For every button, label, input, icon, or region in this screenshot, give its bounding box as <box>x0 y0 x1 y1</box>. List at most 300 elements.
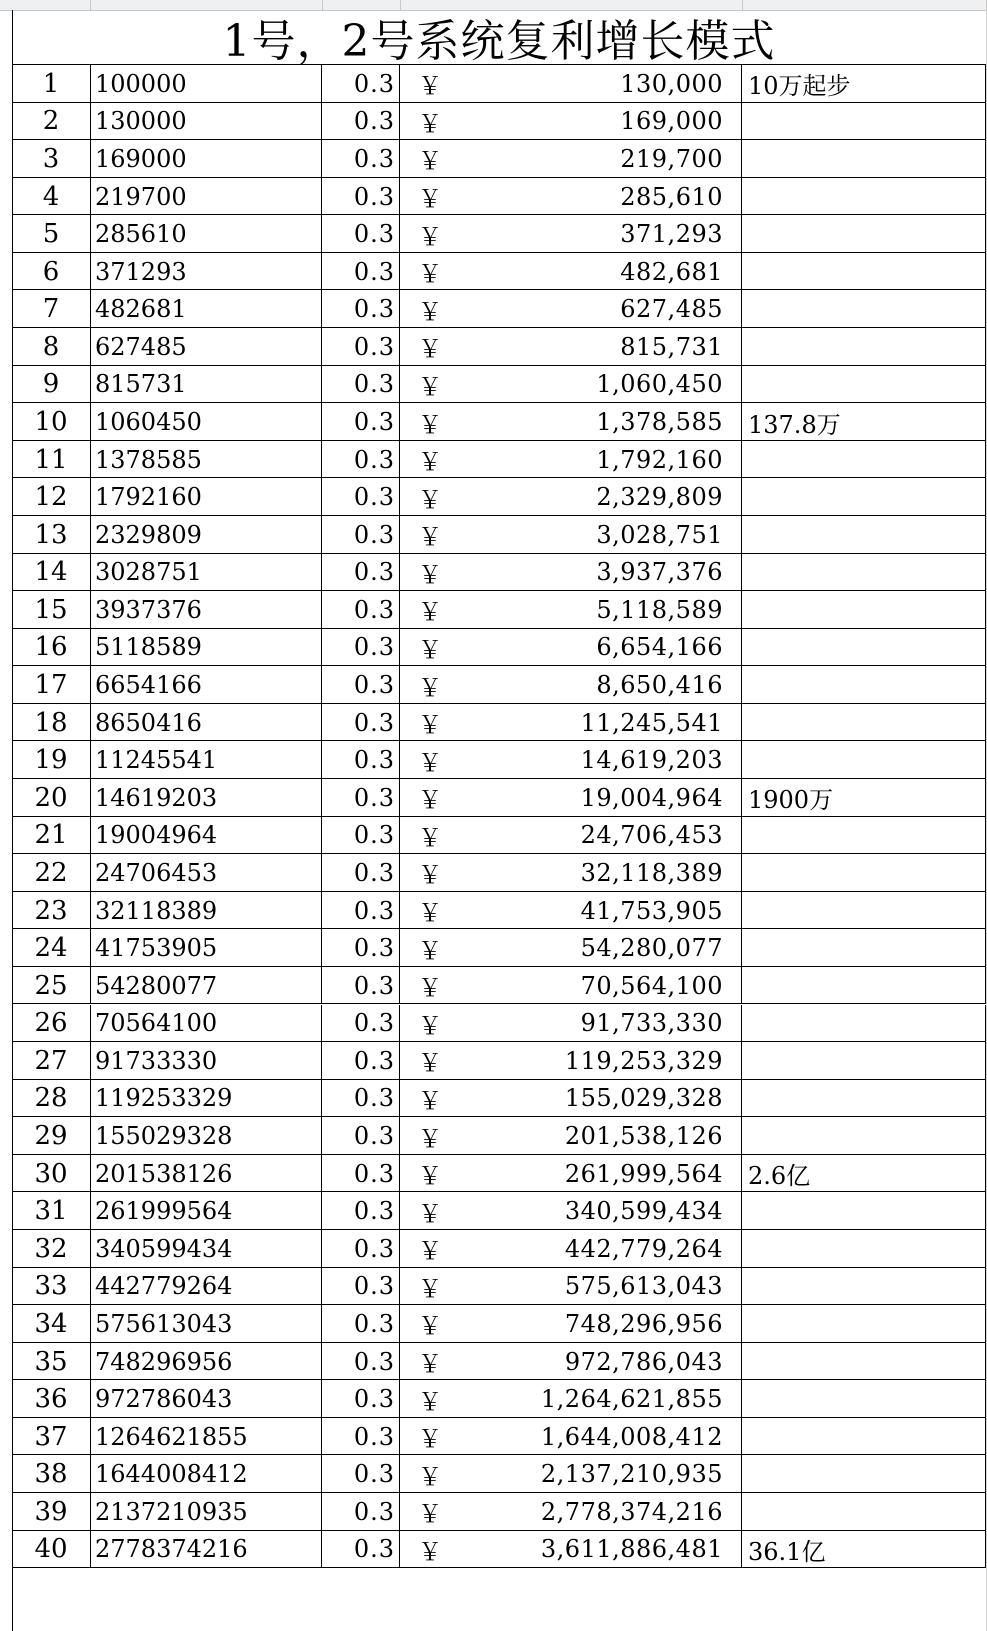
principal-cell[interactable] <box>91 854 322 892</box>
currency-symbol: ￥ <box>418 598 442 627</box>
rate-value: 0.3 <box>353 370 395 399</box>
row-number-cell[interactable] <box>12 1005 91 1043</box>
result-value: 201,538,126 <box>564 1122 723 1151</box>
result-value: 3,937,376 <box>596 558 723 587</box>
rate-cell[interactable] <box>322 1531 400 1569</box>
rate-cell[interactable] <box>322 1005 400 1043</box>
rate-cell[interactable] <box>322 1117 400 1155</box>
principal-value: 1060450 <box>95 408 202 436</box>
rate-value: 0.3 <box>353 671 395 700</box>
rate-cell[interactable] <box>322 1380 400 1418</box>
note-cell[interactable] <box>742 817 986 855</box>
result-cell[interactable] <box>400 1493 742 1531</box>
result-cell[interactable] <box>400 967 742 1005</box>
note-cell[interactable] <box>742 441 986 479</box>
table-row <box>12 1268 986 1306</box>
rate-cell[interactable] <box>322 65 400 103</box>
row-number-cell[interactable] <box>12 1192 91 1230</box>
principal-value: 169000 <box>95 144 187 173</box>
note-cell[interactable] <box>742 1080 986 1118</box>
rate-cell[interactable] <box>322 817 400 855</box>
result-value: 3,611,886,481 <box>540 1535 723 1564</box>
rate-value: 0.3 <box>353 971 395 1000</box>
note-cell[interactable] <box>742 1305 986 1343</box>
note-cell[interactable] <box>742 215 986 253</box>
principal-cell[interactable] <box>91 1418 322 1456</box>
table-row <box>12 1493 986 1531</box>
principal-value: 19004964 <box>95 821 218 850</box>
note-cell[interactable] <box>742 1418 986 1456</box>
row-number-cell[interactable] <box>12 1418 91 1456</box>
rate-value: 0.3 <box>353 69 395 98</box>
row-number-cell[interactable] <box>12 1080 91 1118</box>
rate-cell[interactable] <box>322 1343 400 1381</box>
note-cell[interactable] <box>742 253 986 291</box>
rate-cell[interactable] <box>322 967 400 1005</box>
row-number-cell[interactable] <box>12 441 91 479</box>
result-value: 482,681 <box>620 257 723 286</box>
result-value: 14,619,203 <box>580 746 723 775</box>
rate-value: 0.3 <box>353 934 395 963</box>
principal-cell[interactable] <box>91 1493 322 1531</box>
result-cell[interactable] <box>400 1531 742 1569</box>
note-cell[interactable] <box>742 779 986 817</box>
note-cell[interactable] <box>742 403 986 441</box>
result-value: 8,650,416 <box>596 671 723 700</box>
principal-value: 100000 <box>95 69 187 98</box>
result-value: 442,779,264 <box>564 1234 723 1263</box>
row-number-cell[interactable] <box>12 1117 91 1155</box>
rate-cell[interactable] <box>322 1042 400 1080</box>
row-number: 17 <box>34 670 68 701</box>
row-number-cell[interactable] <box>12 817 91 855</box>
note-cell[interactable] <box>742 1192 986 1230</box>
result-cell[interactable] <box>400 253 742 291</box>
row-number-cell[interactable] <box>12 779 91 817</box>
row-number-cell[interactable] <box>12 892 91 930</box>
result-value: 119,253,329 <box>564 1046 723 1075</box>
principal-value: 119253329 <box>95 1084 233 1113</box>
result-cell[interactable] <box>400 629 742 667</box>
principal-cell[interactable] <box>91 1380 322 1418</box>
note-cell[interactable] <box>742 1493 986 1531</box>
note-cell[interactable] <box>742 854 986 892</box>
result-cell[interactable] <box>400 1418 742 1456</box>
result-cell[interactable] <box>400 1305 742 1343</box>
rate-cell[interactable] <box>322 103 400 141</box>
result-cell[interactable] <box>400 178 742 216</box>
row-number-cell[interactable] <box>12 215 91 253</box>
result-cell[interactable] <box>400 215 742 253</box>
rate-cell[interactable] <box>322 215 400 253</box>
result-value: 748,296,956 <box>564 1309 723 1338</box>
rate-value: 0.3 <box>353 1084 395 1113</box>
principal-cell[interactable] <box>91 1080 322 1118</box>
rate-value: 0.3 <box>353 1347 395 1376</box>
row-number-cell[interactable] <box>12 516 91 554</box>
rate-value: 0.3 <box>353 558 395 587</box>
result-cell[interactable] <box>400 1230 742 1268</box>
table-row <box>12 929 986 967</box>
principal-cell[interactable] <box>91 290 322 328</box>
result-cell[interactable] <box>400 1155 742 1193</box>
note-cell[interactable] <box>742 178 986 216</box>
principal-value: 8650416 <box>95 708 202 737</box>
result-cell[interactable] <box>400 103 742 141</box>
row-number-cell[interactable] <box>12 1493 91 1531</box>
note-cell[interactable] <box>742 103 986 141</box>
rate-cell[interactable] <box>322 704 400 742</box>
note-text: 10万起步 <box>748 72 851 101</box>
result-cell[interactable] <box>400 1117 742 1155</box>
note-cell[interactable] <box>742 1155 986 1193</box>
currency-symbol: ￥ <box>418 1011 442 1040</box>
principal-value: 1792160 <box>95 483 202 512</box>
result-cell[interactable] <box>400 290 742 328</box>
principal-cell[interactable] <box>91 328 322 366</box>
row-number-cell[interactable] <box>12 478 91 516</box>
rate-cell[interactable] <box>322 253 400 291</box>
row-number-cell[interactable] <box>12 741 91 779</box>
principal-cell[interactable] <box>91 1005 322 1043</box>
table-row <box>12 967 986 1005</box>
row-number-cell[interactable] <box>12 140 91 178</box>
result-cell[interactable] <box>400 1005 742 1043</box>
result-cell[interactable] <box>400 1080 742 1118</box>
rate-value: 0.3 <box>353 821 395 850</box>
principal-value: 442779264 <box>95 1272 233 1301</box>
result-cell[interactable] <box>400 704 742 742</box>
principal-cell[interactable] <box>91 403 322 441</box>
table-row <box>12 1418 986 1456</box>
rate-cell[interactable] <box>322 140 400 178</box>
rate-cell[interactable] <box>322 1192 400 1230</box>
result-cell[interactable] <box>400 1455 742 1493</box>
note-cell[interactable] <box>742 290 986 328</box>
note-cell[interactable] <box>742 666 986 704</box>
row-number-cell[interactable] <box>12 1380 91 1418</box>
principal-cell[interactable] <box>91 591 322 629</box>
principal-value: 748296956 <box>95 1347 233 1376</box>
principal-cell[interactable] <box>91 666 322 704</box>
row-number: 19 <box>34 745 68 776</box>
principal-cell[interactable] <box>91 1343 322 1381</box>
note-cell[interactable] <box>742 1117 986 1155</box>
principal-cell[interactable] <box>91 1531 322 1569</box>
principal-cell[interactable] <box>91 779 322 817</box>
principal-cell[interactable] <box>91 366 322 404</box>
rate-value: 0.3 <box>353 483 395 512</box>
rate-cell[interactable] <box>322 1455 400 1493</box>
title-text: 1号，2号系统复利增长模式 <box>222 16 776 67</box>
row-number-cell[interactable] <box>12 554 91 592</box>
currency-symbol: ￥ <box>418 1162 442 1191</box>
currency-symbol: ￥ <box>418 372 442 401</box>
principal-cell[interactable] <box>91 741 322 779</box>
row-number-cell[interactable] <box>12 1305 91 1343</box>
rate-cell[interactable] <box>322 779 400 817</box>
table-row <box>12 178 986 216</box>
rate-cell[interactable] <box>322 666 400 704</box>
note-cell[interactable] <box>742 967 986 1005</box>
row-number-cell[interactable] <box>12 366 91 404</box>
row-number-cell[interactable] <box>12 253 91 291</box>
result-cell[interactable] <box>400 441 742 479</box>
rate-cell[interactable] <box>322 1155 400 1193</box>
result-cell[interactable] <box>400 854 742 892</box>
currency-symbol: ￥ <box>418 1199 442 1228</box>
rate-cell[interactable] <box>322 1493 400 1531</box>
rate-cell[interactable] <box>322 178 400 216</box>
row-number-cell[interactable] <box>12 103 91 141</box>
result-cell[interactable] <box>400 403 742 441</box>
row-number-cell[interactable] <box>12 1155 91 1193</box>
row-number-cell[interactable] <box>12 967 91 1005</box>
rate-cell[interactable] <box>322 741 400 779</box>
note-cell[interactable] <box>742 591 986 629</box>
row-number-cell[interactable] <box>12 1343 91 1381</box>
note-cell[interactable] <box>742 1380 986 1418</box>
result-cell[interactable] <box>400 741 742 779</box>
table-row <box>12 666 986 704</box>
principal-cell[interactable] <box>91 554 322 592</box>
row-number-cell[interactable] <box>12 1230 91 1268</box>
result-value: 371,293 <box>620 220 723 249</box>
principal-value: 14619203 <box>95 783 218 812</box>
row-number-cell[interactable] <box>12 704 91 742</box>
rate-cell[interactable] <box>322 1418 400 1456</box>
row-number-cell[interactable] <box>12 666 91 704</box>
note-cell[interactable] <box>742 741 986 779</box>
result-cell[interactable] <box>400 666 742 704</box>
note-cell[interactable] <box>742 1343 986 1381</box>
table-row <box>12 817 986 855</box>
sheet-title[interactable] <box>12 10 986 65</box>
note-cell[interactable] <box>742 1230 986 1268</box>
note-cell[interactable] <box>742 1042 986 1080</box>
result-cell[interactable] <box>400 779 742 817</box>
currency-symbol: ￥ <box>418 635 442 664</box>
result-cell[interactable] <box>400 140 742 178</box>
principal-cell[interactable] <box>91 441 322 479</box>
principal-value: 54280077 <box>95 971 218 1000</box>
row-number-cell[interactable] <box>12 591 91 629</box>
row-number: 14 <box>34 557 68 588</box>
rate-cell[interactable] <box>322 892 400 930</box>
row-number-cell[interactable] <box>12 1531 91 1569</box>
note-cell[interactable] <box>742 892 986 930</box>
principal-value: 815731 <box>95 370 187 399</box>
currency-symbol: ￥ <box>418 899 442 928</box>
note-cell[interactable] <box>742 1455 986 1493</box>
result-cell[interactable] <box>400 65 742 103</box>
principal-cell[interactable] <box>91 1455 322 1493</box>
result-cell[interactable] <box>400 1192 742 1230</box>
row-number-cell[interactable] <box>12 178 91 216</box>
principal-cell[interactable] <box>91 253 322 291</box>
row-number: 23 <box>34 895 68 926</box>
rate-cell[interactable] <box>322 366 400 404</box>
note-cell[interactable] <box>742 704 986 742</box>
currency-symbol: ￥ <box>418 1124 442 1153</box>
table-row <box>12 516 986 554</box>
principal-cell[interactable] <box>91 929 322 967</box>
principal-cell[interactable] <box>91 516 322 554</box>
result-value: 627,485 <box>620 295 723 324</box>
row-number: 16 <box>34 632 68 663</box>
rate-cell[interactable] <box>322 290 400 328</box>
principal-value: 3028751 <box>95 558 202 587</box>
note-cell[interactable] <box>742 629 986 667</box>
result-cell[interactable] <box>400 516 742 554</box>
result-cell[interactable] <box>400 817 742 855</box>
note-cell[interactable] <box>742 478 986 516</box>
note-cell[interactable] <box>742 328 986 366</box>
note-cell[interactable] <box>742 1268 986 1306</box>
principal-value: 5118589 <box>95 633 202 662</box>
principal-cell[interactable] <box>91 704 322 742</box>
principal-cell[interactable] <box>91 1230 322 1268</box>
table-row <box>12 1080 986 1118</box>
currency-symbol: ￥ <box>418 1350 442 1378</box>
row-number-cell[interactable] <box>12 1268 91 1306</box>
principal-cell[interactable] <box>91 629 322 667</box>
table-row <box>12 290 986 328</box>
principal-value: 219700 <box>95 182 187 211</box>
rate-value: 0.3 <box>353 408 395 436</box>
rate-cell[interactable] <box>322 1080 400 1118</box>
principal-cell[interactable] <box>91 140 322 178</box>
principal-cell[interactable] <box>91 892 322 930</box>
principal-value: 70564100 <box>95 1009 218 1038</box>
table-row <box>12 1155 986 1193</box>
principal-cell[interactable] <box>91 178 322 216</box>
result-value: 285,610 <box>620 182 723 211</box>
currency-symbol: ￥ <box>418 1537 442 1566</box>
rate-value: 0.3 <box>353 896 395 925</box>
rate-cell[interactable] <box>322 629 400 667</box>
note-cell[interactable] <box>742 554 986 592</box>
note-cell[interactable] <box>742 366 986 404</box>
principal-value: 6654166 <box>95 671 202 700</box>
principal-cell[interactable] <box>91 103 322 141</box>
result-value: 6,654,166 <box>596 633 723 662</box>
rate-cell[interactable] <box>322 1305 400 1343</box>
principal-cell[interactable] <box>91 65 322 103</box>
principal-cell[interactable] <box>91 215 322 253</box>
row-number-cell[interactable] <box>12 290 91 328</box>
result-cell[interactable] <box>400 1268 742 1306</box>
rate-value: 0.3 <box>353 182 395 211</box>
rate-cell[interactable] <box>322 403 400 441</box>
row-number-cell[interactable] <box>12 1455 91 1493</box>
note-cell[interactable] <box>742 516 986 554</box>
rate-value: 0.3 <box>353 1009 395 1038</box>
row-number-cell[interactable] <box>12 65 91 103</box>
table-row <box>12 103 986 141</box>
principal-value: 1644008412 <box>95 1460 248 1489</box>
result-value: 19,004,964 <box>580 783 723 812</box>
principal-cell[interactable] <box>91 1155 322 1193</box>
principal-cell[interactable] <box>91 1117 322 1155</box>
row-number: 37 <box>34 1421 68 1452</box>
principal-cell[interactable] <box>91 478 322 516</box>
note-cell[interactable] <box>742 1531 986 1569</box>
result-cell[interactable] <box>400 366 742 404</box>
rate-value: 0.3 <box>353 1272 395 1301</box>
rate-cell[interactable] <box>322 591 400 629</box>
result-cell[interactable] <box>400 554 742 592</box>
result-cell[interactable] <box>400 929 742 967</box>
result-cell[interactable] <box>400 478 742 516</box>
principal-value: 972786043 <box>95 1385 233 1414</box>
rate-cell[interactable] <box>322 554 400 592</box>
rate-cell[interactable] <box>322 1230 400 1268</box>
row-number-cell[interactable] <box>12 854 91 892</box>
principal-cell[interactable] <box>91 817 322 855</box>
rate-cell[interactable] <box>322 328 400 366</box>
row-number: 35 <box>34 1346 68 1377</box>
result-cell[interactable] <box>400 892 742 930</box>
row-number-cell[interactable] <box>12 403 91 441</box>
note-cell[interactable] <box>742 65 986 103</box>
rate-value: 0.3 <box>353 708 395 737</box>
currency-symbol: ￥ <box>418 1237 442 1266</box>
result-cell[interactable] <box>400 328 742 366</box>
result-cell[interactable] <box>400 1380 742 1418</box>
rate-cell[interactable] <box>322 478 400 516</box>
rate-value: 0.3 <box>353 332 395 361</box>
result-cell[interactable] <box>400 1042 742 1080</box>
table-row <box>12 1117 986 1155</box>
currency-symbol: ￥ <box>418 1387 442 1416</box>
note-cell[interactable] <box>742 1005 986 1043</box>
principal-value: 41753905 <box>95 934 218 963</box>
row-number: 32 <box>34 1233 68 1264</box>
table-row <box>12 1305 986 1343</box>
table-row <box>12 591 986 629</box>
principal-cell[interactable] <box>91 1042 322 1080</box>
principal-cell[interactable] <box>91 1268 322 1306</box>
rate-value: 0.3 <box>353 295 395 324</box>
principal-value: 11245541 <box>95 746 218 775</box>
rate-cell[interactable] <box>322 441 400 479</box>
note-text: 2.6亿 <box>748 1162 811 1191</box>
row-number-cell[interactable] <box>12 629 91 667</box>
row-number: 4 <box>42 181 60 212</box>
row-number-cell[interactable] <box>12 1042 91 1080</box>
principal-value: 155029328 <box>95 1122 233 1151</box>
row-number-cell[interactable] <box>12 328 91 366</box>
result-cell[interactable] <box>400 1343 742 1381</box>
rate-cell[interactable] <box>322 854 400 892</box>
row-number-cell[interactable] <box>12 929 91 967</box>
result-cell[interactable] <box>400 591 742 629</box>
note-cell[interactable] <box>742 140 986 178</box>
rate-cell[interactable] <box>322 1268 400 1306</box>
principal-cell[interactable] <box>91 967 322 1005</box>
table-row <box>12 554 986 592</box>
principal-cell[interactable] <box>91 1192 322 1230</box>
note-cell[interactable] <box>742 929 986 967</box>
rate-cell[interactable] <box>322 929 400 967</box>
principal-value: 201538126 <box>95 1159 233 1188</box>
principal-cell[interactable] <box>91 1305 322 1343</box>
result-value: 130,000 <box>620 69 723 98</box>
table-row <box>12 403 986 441</box>
currency-symbol: ￥ <box>418 1462 442 1491</box>
rate-cell[interactable] <box>322 516 400 554</box>
